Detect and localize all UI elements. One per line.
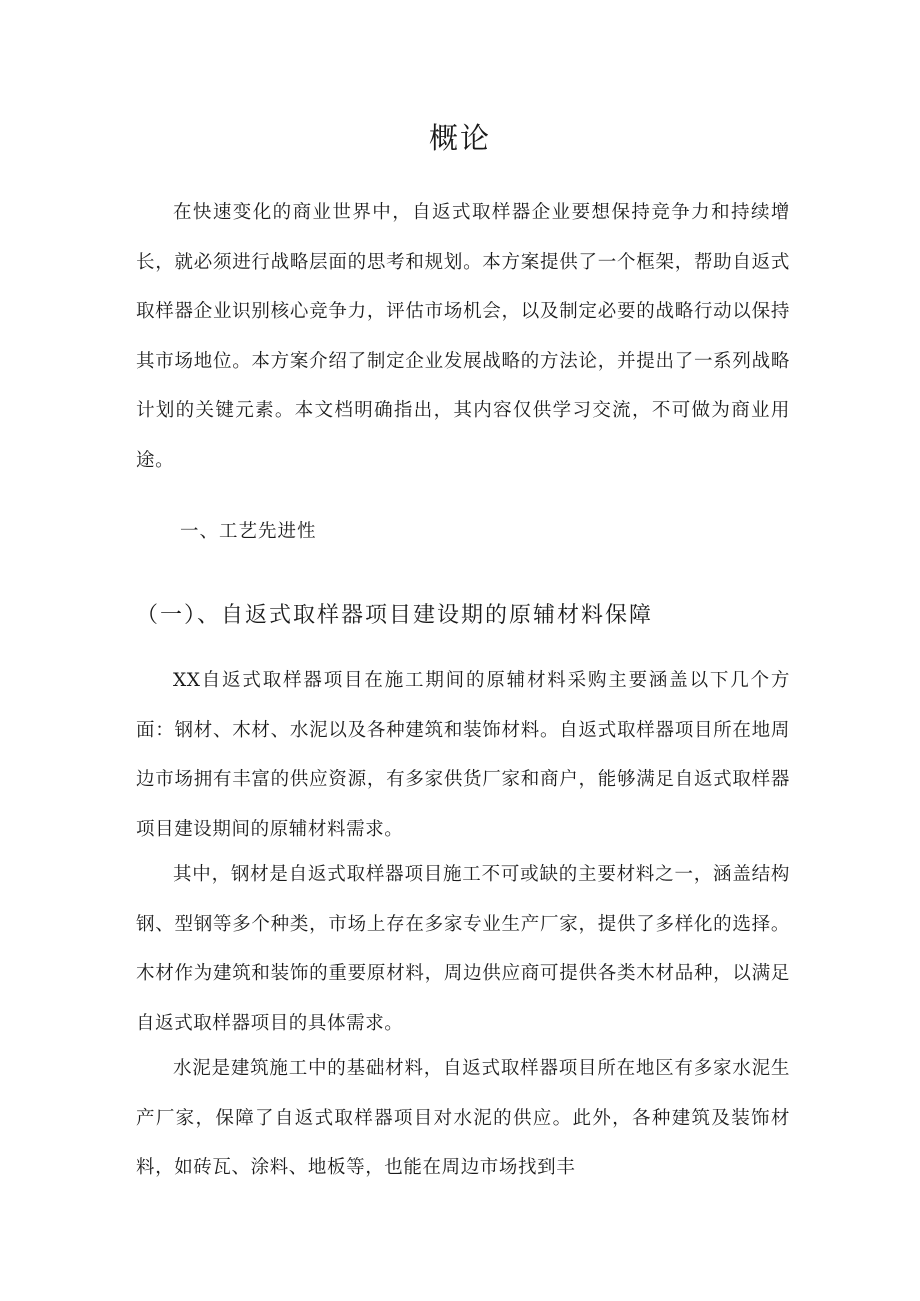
intro-paragraph: 在快速变化的商业世界中，自返式取样器企业要想保持竞争力和持续增长，就必须进行战略层面的思考和规划。本方案提供了一个框架，帮助自返式取样器企业识别核心竞争力，评估市场机会，以及制定必要的战略行动以保持其市场地位。本方案介绍了制定企业发展战略的方法论，并提出了一系列战略计划的关键元素。本文档明确指出，其内容仅供学习交流，不可做为商业用途。: [136, 202, 790, 471]
body-paragraph: 其中，钢材是自返式取样器项目施工不可或缺的主要材料之一，涵盖结构钢、型钢等多个种类，市场上存在多家专业生产厂家，提供了多样化的选择。木材作为建筑和装饰的重要原材料，周边供应商可提供各类木材品种，以满足自返式取样器项目的具体需求。: [136, 864, 790, 1034]
body-paragraph: 水泥是建筑施工中的基础材料，自返式取样器项目所在地区有多家水泥生产厂家，保障了自返式取样器项目对水泥的供应。此外，各种建筑及装饰材料，如砖瓦、涂料、地板等，也能在周边市场找到丰: [136, 1058, 790, 1179]
subsection-heading: （一）、自返式取样器项目建设期的原辅材料保障: [136, 603, 654, 628]
section-heading: 一、工艺先进性: [180, 521, 317, 542]
body-paragraph: XX自返式取样器项目在施工期间的原辅材料采购主要涵盖以下几个方面：钢材、木材、水泥以及各种建筑和装饰材料。自返式取样器项目所在地周边市场拥有丰富的供应资源，有多家供货厂家和商户，能够满足自返式取样器项目建设期间的原辅材料需求。: [136, 670, 790, 840]
page-title: 概论: [428, 121, 491, 155]
